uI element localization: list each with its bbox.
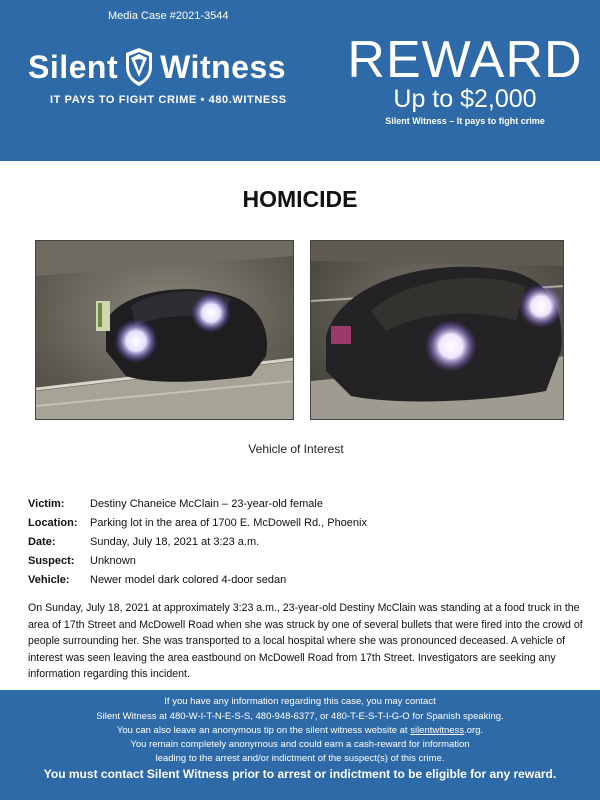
detail-value: Destiny Chaneice McClain – 23-year-old female [90, 497, 323, 510]
silent-witness-logo [28, 46, 286, 88]
reward-eligibility-warning: You must contact Silent Witness prior to arrest or indictment to be eligible for any reward. [43, 767, 557, 781]
footer-line-3-text: You can also leave an anonymous tip on the silent witness website at [116, 725, 411, 736]
detail-row-suspect [28, 551, 367, 570]
footer-line-5: leading to the arrest and/or indictment of the suspect(s) of this crime. [155, 753, 445, 764]
case-narrative: On Sunday, July 18, 2021 at approximately 3:23 a.m., 23-year-old Destiny McClain was standing at a food truck in the area of 17th Street and McDowell Road when she was struck by one of several bullets that were fired into the crowd of people surrounding her. She was transported to a local hospital where she was pronounced deceased. A vehicle of interest was seen leaving the area eastbound on McDowell Road from 17th Street. Investigators are seeking any information regarding this incident. [28, 602, 583, 680]
footer-line-4: You remain completely anonymous and could earn a cash-reward for information [130, 739, 470, 750]
tagline: IT PAYS TO FIGHT CRIME • 480.WITNESS [50, 94, 287, 106]
detail-value: Sunday, July 18, 2021 at 3:23 a.m. [90, 535, 260, 548]
reward-title: REWARD [347, 31, 583, 89]
detail-value: Parking lot in the area of 1700 E. McDowell Rd., Phoenix [90, 516, 367, 529]
footer-line-3-suffix: .org. [464, 725, 484, 736]
detail-value: Unknown [90, 554, 136, 567]
vehicle-photo-2 [310, 240, 564, 420]
footer-line-2: Silent Witness at 480-W-I-T-N-E-S-S, 480-948-6377, or 480-T-E-S-T-I-G-O for Spanish speaking. [96, 711, 504, 722]
reward-subtitle: Silent Witness – It pays to fight crime [385, 116, 545, 126]
brand-word-witness: Witness [160, 48, 287, 85]
header-banner [0, 0, 600, 161]
crime-title: HOMICIDE [242, 186, 358, 212]
detail-label: Date: [28, 535, 56, 548]
reward-amount: Up to $2,000 [393, 85, 537, 113]
footer-banner [0, 690, 600, 800]
footer-line-3 [0, 725, 600, 736]
detail-row-location [28, 513, 367, 532]
silentwitness-link[interactable]: silentwitness [410, 725, 465, 736]
detail-row-date [28, 532, 367, 551]
brand-word-silent: Silent [28, 48, 119, 85]
detail-row-victim [28, 494, 367, 513]
shield-icon [124, 47, 154, 87]
photo-caption: Vehicle of Interest [248, 442, 344, 456]
detail-label: Location: [28, 516, 78, 529]
footer-line-1: If you have any information regarding this case, you may contact [164, 696, 436, 707]
detail-label: Vehicle: [28, 573, 70, 586]
detail-value: Newer model dark colored 4-door sedan [90, 573, 287, 586]
detail-label: Victim: [28, 497, 65, 510]
detail-label: Suspect: [28, 554, 75, 567]
case-number: Media Case #2021-3544 [108, 10, 229, 22]
detail-row-vehicle [28, 570, 367, 589]
case-details [28, 494, 367, 589]
vehicle-photo-1 [35, 240, 294, 420]
